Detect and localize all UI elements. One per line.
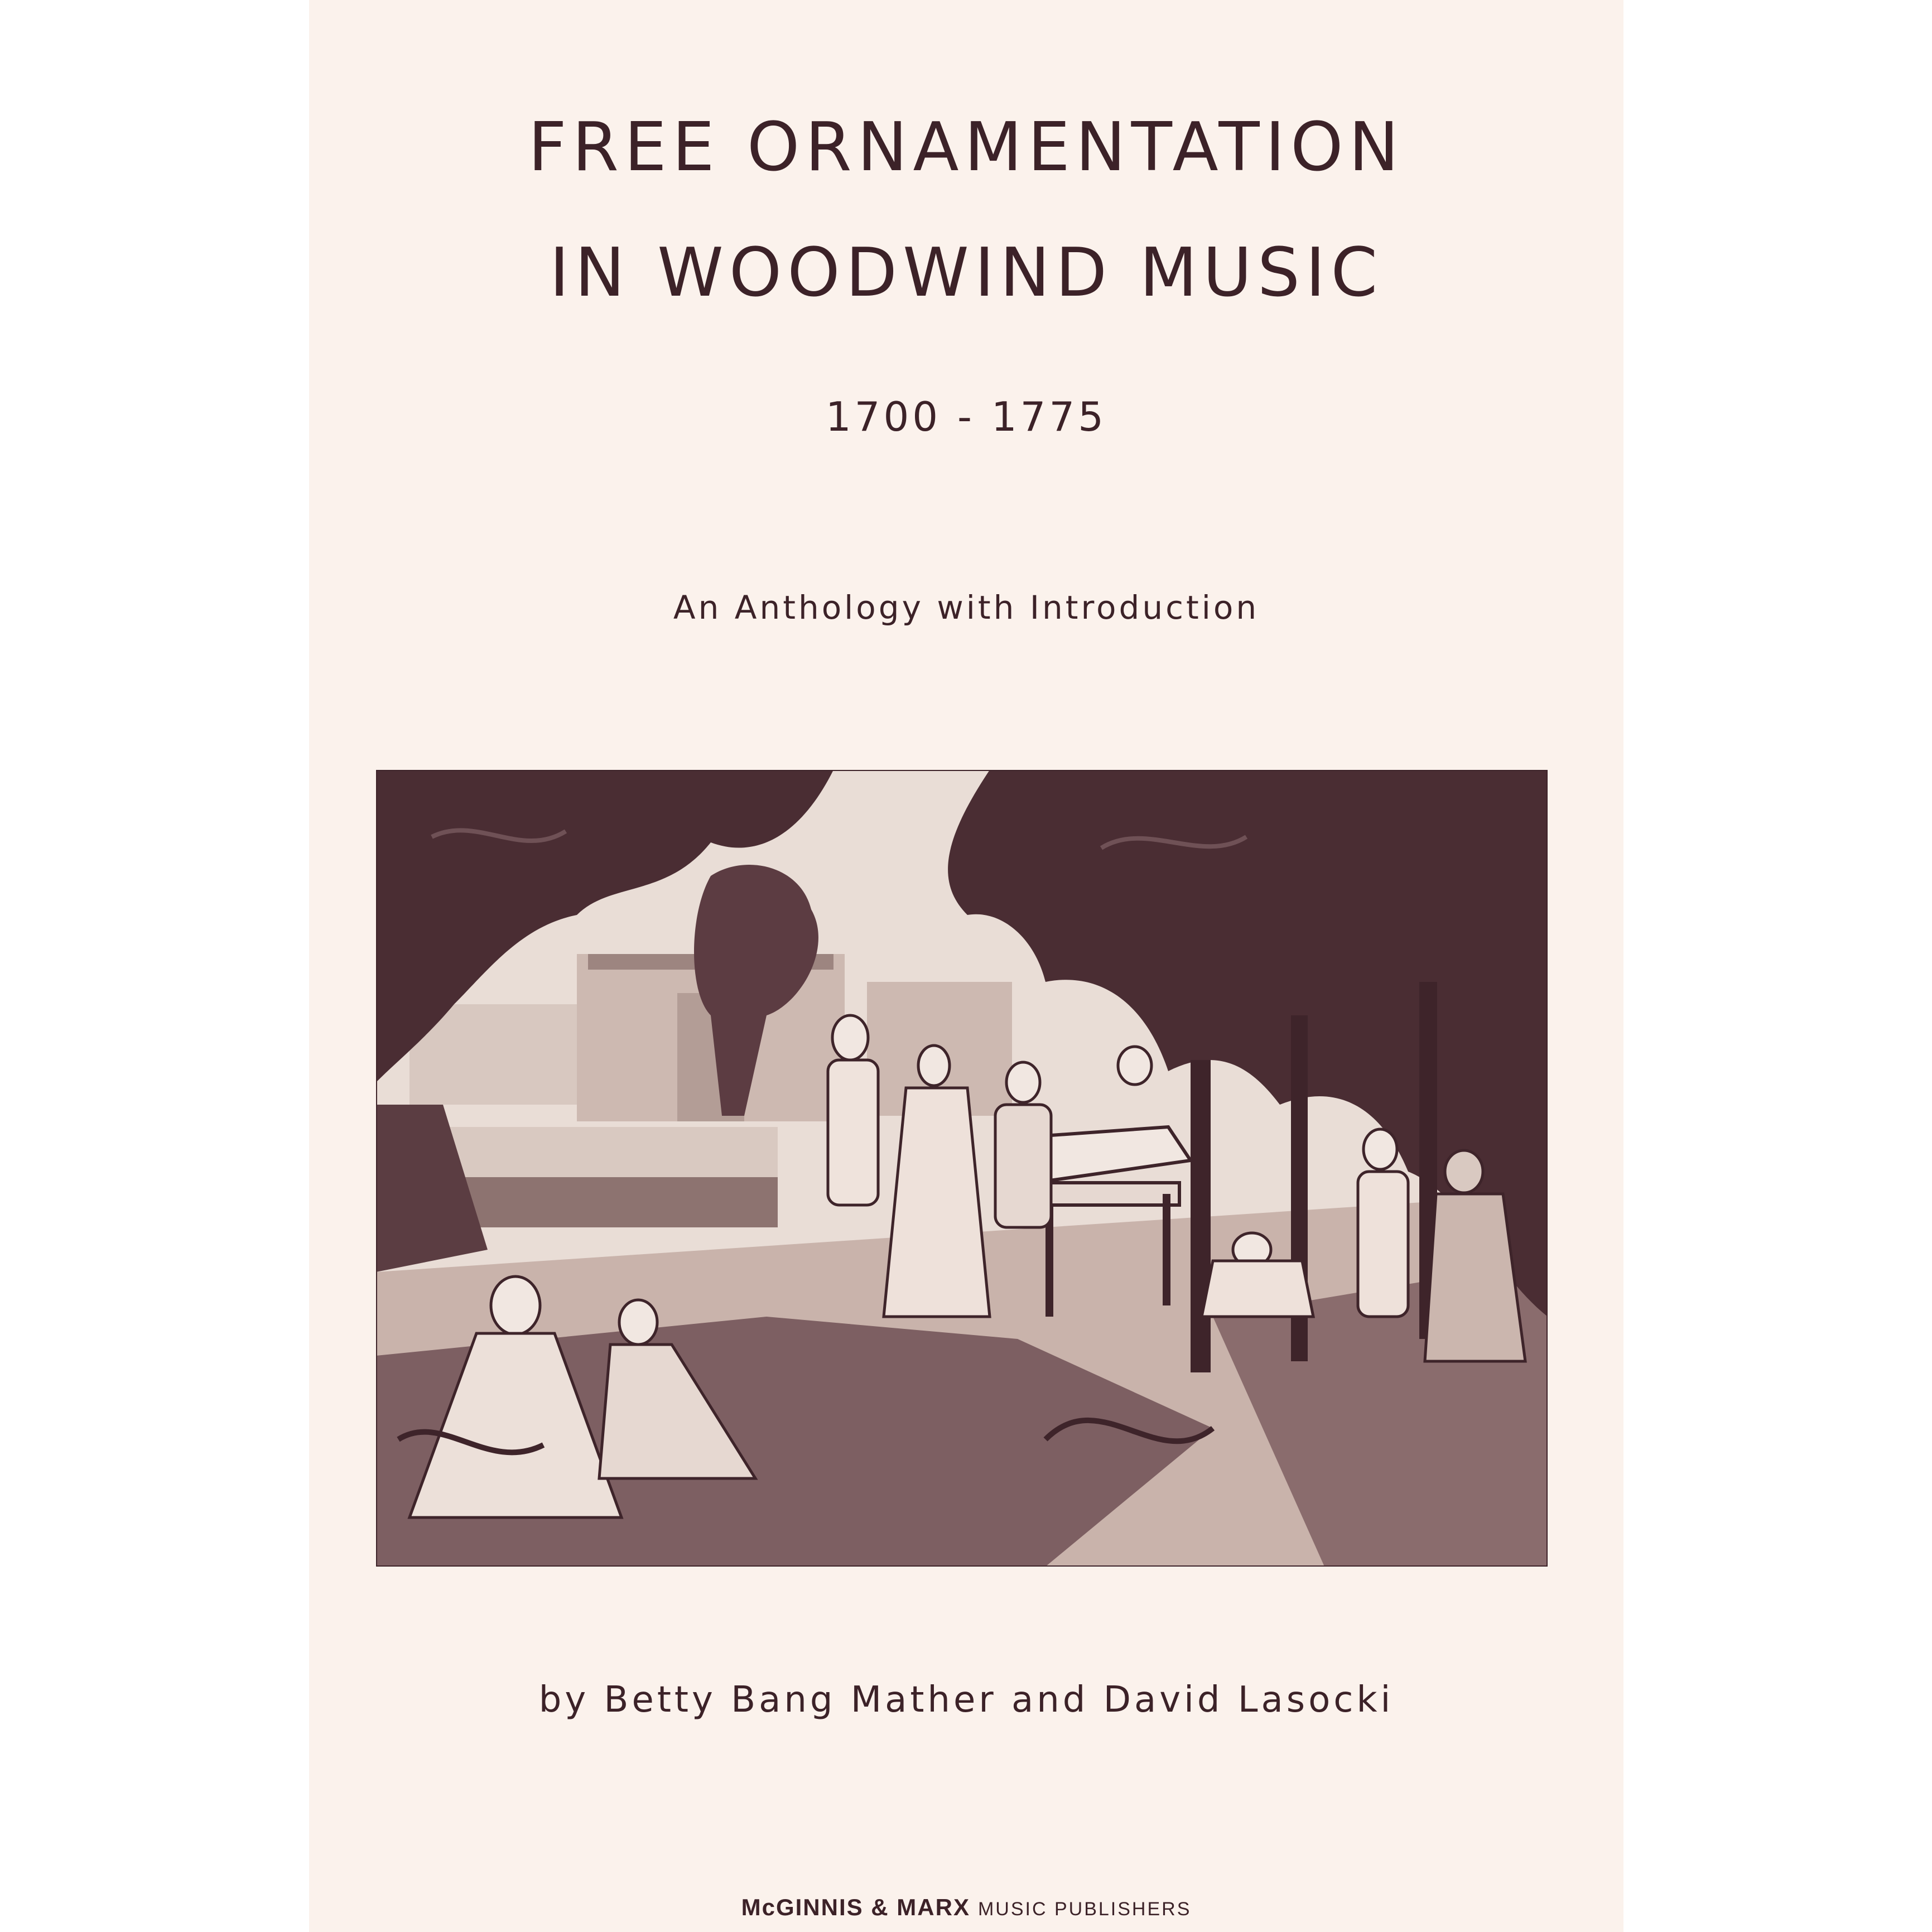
- publisher-name: McGINNIS & MARX: [741, 1894, 970, 1920]
- date-range: 1700 - 1775: [825, 393, 1107, 440]
- title-line-2: IN WOODWIND MUSIC: [549, 234, 1384, 312]
- title-line-1: FREE ORNAMENTATION: [528, 109, 1405, 186]
- subtitle: An Anthology with Introduction: [673, 589, 1260, 627]
- engraving-illustration: [376, 770, 1548, 1567]
- engraving-svg: [376, 770, 1548, 1567]
- publisher-tagline: MUSIC PUBLISHERS: [977, 1899, 1192, 1920]
- book-cover: [309, 0, 1623, 1932]
- publisher-line: [309, 1894, 1623, 1921]
- authors-line: by Betty Bang Mather and David Lasocki: [538, 1679, 1394, 1721]
